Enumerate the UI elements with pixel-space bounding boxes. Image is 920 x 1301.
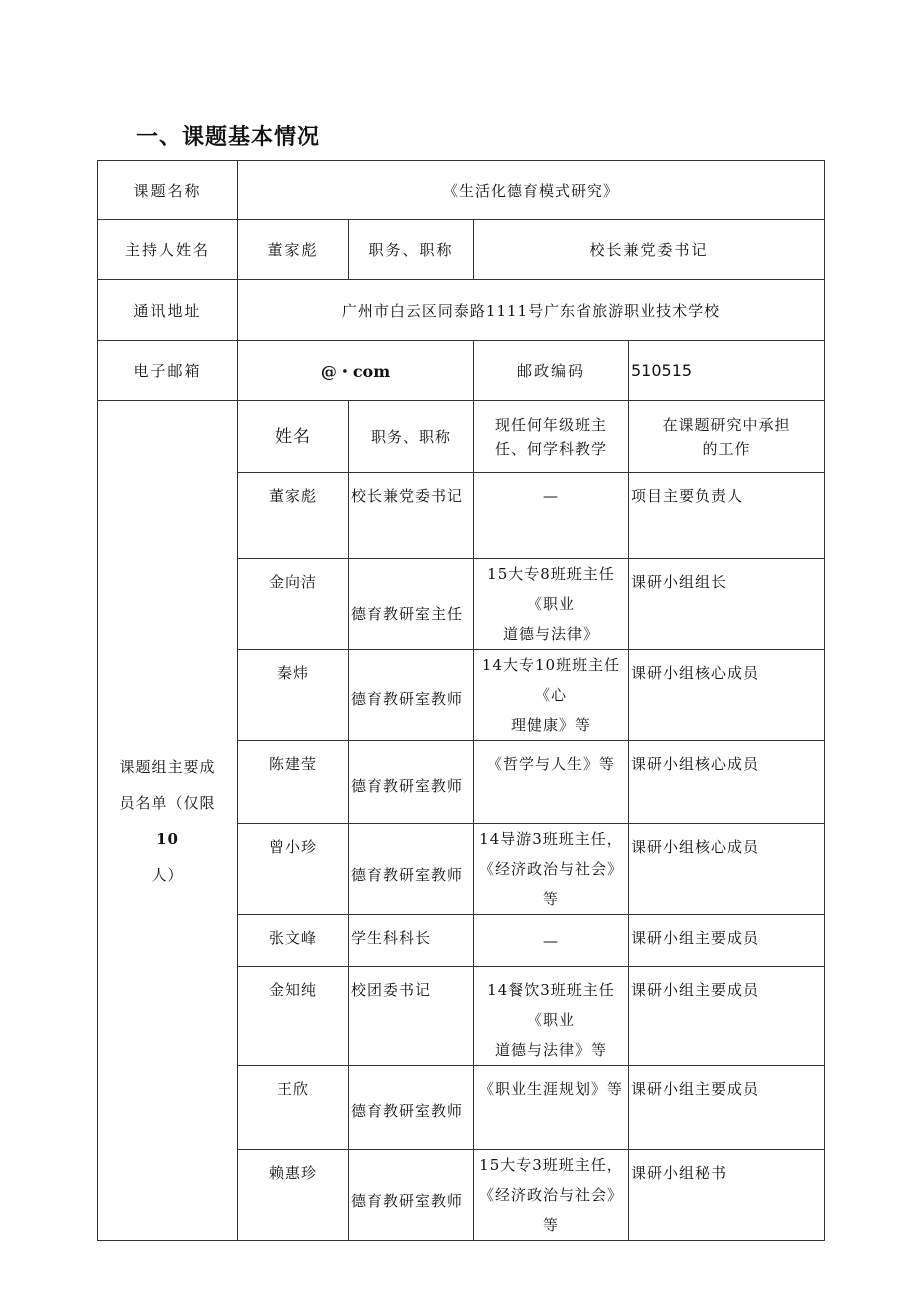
member-class-line-1: 15大专8班班主任《职业 xyxy=(487,565,615,613)
member-role: 课研小组秘书 xyxy=(629,1150,825,1241)
member-class xyxy=(474,473,629,559)
email-label: 电子邮箱 xyxy=(98,341,238,401)
project-info-table xyxy=(97,160,825,1241)
member-class xyxy=(474,915,629,967)
member-class xyxy=(474,1066,629,1150)
member-role: 课研小组主要成员 xyxy=(629,915,825,967)
member-class-line-2: 《经济政治与社会》等 xyxy=(478,1186,623,1234)
member-role: 课研小组组长 xyxy=(629,559,825,650)
section-title: 一、课题基本情况 xyxy=(136,125,321,150)
member-class xyxy=(474,967,629,1066)
member-class-line-2: 道德与法律》 xyxy=(502,625,599,643)
member-role: 课研小组主要成员 xyxy=(629,1066,825,1150)
host-row xyxy=(98,220,825,280)
member-class-line-1: 15大专3班班主任， xyxy=(479,1156,623,1174)
member-class xyxy=(474,741,629,824)
member-position: 德育教研室主任 xyxy=(349,559,474,650)
member-name: 秦炜 xyxy=(238,650,349,741)
col-header-class-line-1: 现任何年级班主 xyxy=(494,415,607,434)
postcode-label: 邮政编码 xyxy=(474,341,629,401)
member-class xyxy=(474,824,629,915)
member-position: 德育教研室教师 xyxy=(349,741,474,824)
member-position: 校团委书记 xyxy=(349,967,474,1066)
member-class xyxy=(474,650,629,741)
member-class-line-1: 《哲学与人生》等 xyxy=(486,755,615,773)
member-class-line-1: 14大专10班班主任《心 xyxy=(481,656,621,704)
col-header-position: 职务、职称 xyxy=(349,401,474,473)
member-class-line-1: — xyxy=(543,931,559,950)
member-position: 校长兼党委书记 xyxy=(349,473,474,559)
member-role: 课研小组核心成员 xyxy=(629,824,825,915)
topic-row xyxy=(98,161,825,220)
member-position: 德育教研室教师 xyxy=(349,824,474,915)
member-name: 赖惠珍 xyxy=(238,1150,349,1241)
member-name: 董家彪 xyxy=(238,473,349,559)
group-label-line-4: 人） xyxy=(151,865,184,884)
member-class-line-1: 《职业生涯规划》等 xyxy=(478,1080,623,1098)
member-position: 德育教研室教师 xyxy=(349,1150,474,1241)
member-role: 课研小组核心成员 xyxy=(629,741,825,824)
group-label-line-2: 员名单（仅限 xyxy=(119,793,216,812)
topic-label: 课题名称 xyxy=(98,161,238,220)
member-name: 张文峰 xyxy=(238,915,349,967)
member-class-line-1: 14餐饮3班班主任《职业 xyxy=(487,981,615,1029)
member-name: 陈建莹 xyxy=(238,741,349,824)
host-position-label: 职务、职称 xyxy=(349,220,474,280)
member-class-line-1: — xyxy=(543,487,559,505)
topic-value: 《生活化德育模式研究》 xyxy=(238,161,825,220)
address-row xyxy=(98,280,825,341)
member-name: 金向洁 xyxy=(238,559,349,650)
email-row xyxy=(98,341,825,401)
host-label: 主持人姓名 xyxy=(98,220,238,280)
member-name: 曾小珍 xyxy=(238,824,349,915)
member-position: 德育教研室教师 xyxy=(349,1066,474,1150)
member-position: 德育教研室教师 xyxy=(349,650,474,741)
member-name: 金知纯 xyxy=(238,967,349,1066)
col-header-role-line-1: 在课题研究中承担 xyxy=(662,415,791,434)
host-position-value: 校长兼党委书记 xyxy=(474,220,825,280)
host-name: 董家彪 xyxy=(238,220,349,280)
email-value: @・com xyxy=(238,341,474,401)
postcode-value: 510515 xyxy=(629,341,825,401)
member-class-line-2: 理健康》等 xyxy=(510,716,591,734)
members-header-row xyxy=(98,401,825,473)
address-label: 通讯地址 xyxy=(98,280,238,341)
col-header-class xyxy=(474,401,629,473)
col-header-class-line-2: 任、何学科教学 xyxy=(494,439,607,458)
members-group-label xyxy=(98,401,238,1241)
col-header-name: 姓名 xyxy=(238,401,349,473)
member-role: 课研小组核心成员 xyxy=(629,650,825,741)
address-value: 广州市白云区同泰路1111号广东省旅游职业技术学校 xyxy=(238,280,825,341)
member-position: 学生科科长 xyxy=(349,915,474,967)
member-class-line-1: 14导游3班班主任， xyxy=(479,830,623,848)
group-label-line-3: 10 xyxy=(156,829,179,848)
member-class-line-2: 道德与法律》等 xyxy=(494,1041,607,1059)
member-class-line-2: 《经济政治与社会》等 xyxy=(478,860,623,908)
group-label-line-1: 课题组主要成 xyxy=(119,757,216,776)
member-name: 王欣 xyxy=(238,1066,349,1150)
col-header-role xyxy=(629,401,825,473)
member-class xyxy=(474,559,629,650)
member-role: 课研小组主要成员 xyxy=(629,967,825,1066)
member-class xyxy=(474,1150,629,1241)
member-role: 项目主要负责人 xyxy=(629,473,825,559)
col-header-role-line-2: 的工作 xyxy=(702,439,751,458)
